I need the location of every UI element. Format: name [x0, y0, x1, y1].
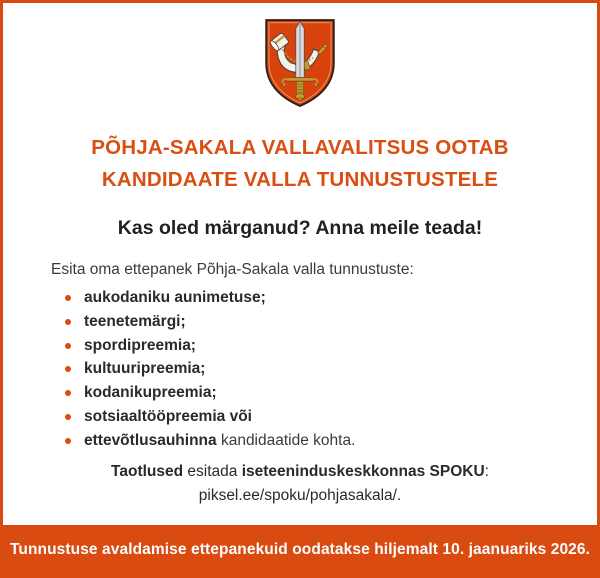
intro-text: Esita oma ettepanek Põhja-Sakala valla tunnustuste:	[51, 261, 414, 278]
bullet-icon	[65, 414, 71, 420]
coat-of-arms-icon	[261, 17, 339, 109]
award-name: teenetemärgi;	[84, 312, 186, 330]
bullet-icon	[65, 438, 71, 444]
list-item	[51, 334, 567, 358]
poster-subtitle: Kas oled märganud? Anna meile teada!	[117, 217, 483, 239]
deadline-text: Tunnustuse avaldamise ettepanekuid oodatakse hiljemalt 10. jaanuariks 2026.	[9, 541, 591, 558]
award-name: kodanikupreemia;	[84, 384, 217, 402]
bullet-icon	[65, 319, 71, 325]
apply-keyword: Taotlused	[111, 463, 184, 480]
application-info	[3, 460, 597, 508]
list-item	[51, 286, 567, 310]
list-item	[51, 357, 567, 381]
application-line	[3, 460, 597, 484]
application-url: piksel.ee/spoku/pohjasakala/.	[198, 487, 402, 504]
poster-title-line1: PÕHJA-SAKALA VALLAVALITSUS OOTAB	[91, 136, 509, 159]
award-name: kultuuripreemia;	[84, 360, 206, 378]
apply-platform: iseteeninduskeskkonnas SPOKU	[241, 463, 485, 480]
bullet-icon	[65, 295, 71, 301]
poster-title-line2: KANDIDAATE VALLA TUNNUSTUSTELE	[101, 168, 499, 191]
deadline-banner	[3, 525, 597, 575]
list-item	[51, 429, 567, 453]
list-item	[51, 405, 567, 429]
list-item	[51, 381, 567, 405]
bullet-icon	[65, 390, 71, 396]
award-name: ettevõtlusauhinna	[84, 431, 217, 449]
award-name: aukodaniku aunimetuse;	[84, 289, 266, 306]
apply-colon: :	[484, 463, 489, 480]
poster-title	[3, 132, 597, 196]
list-item	[51, 310, 567, 334]
bullet-icon	[65, 366, 71, 372]
award-suffix: kandidaatide kohta.	[216, 431, 356, 449]
apply-mid: esitada	[183, 463, 242, 480]
award-name: sotsiaaltööpreemia või	[84, 407, 252, 425]
award-list	[51, 286, 567, 453]
award-name: spordipreemia;	[84, 336, 196, 354]
bullet-icon	[65, 343, 71, 349]
